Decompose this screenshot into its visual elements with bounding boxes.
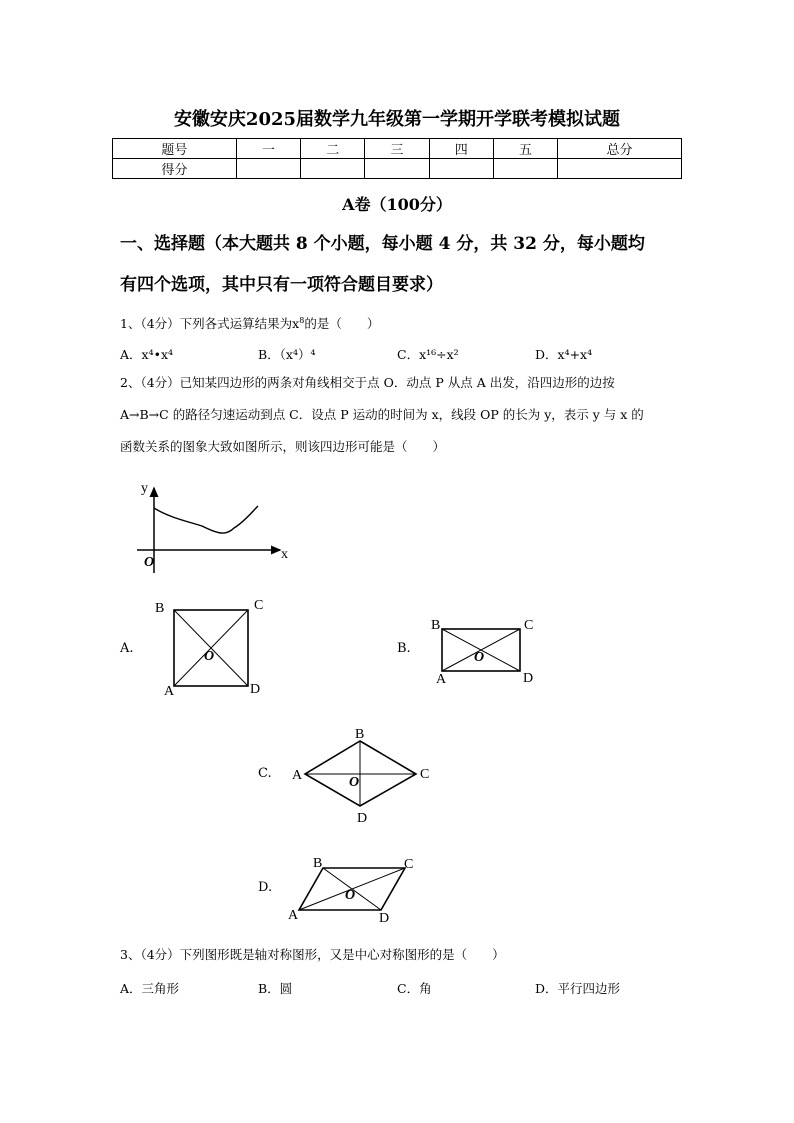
score-input-cell: [365, 159, 429, 179]
q3-option-b: B．圆: [258, 981, 293, 996]
vertex-d: D: [379, 911, 390, 926]
q3-option-d: D．平行四边形: [535, 981, 621, 996]
center-o: O: [474, 650, 485, 665]
table-cell: 得分: [113, 159, 237, 179]
vertex-a: A: [288, 908, 299, 923]
table-cell: 二: [301, 139, 365, 159]
vertex-b: B: [313, 856, 323, 871]
part-heading-line2: 有四个选项，其中只有一项符合题目要求）: [120, 275, 443, 295]
table-cell: 总分: [558, 139, 682, 159]
center-o: O: [345, 888, 356, 903]
vertex-a: A: [164, 684, 175, 699]
q1-option-b: B．（x⁴）⁴: [258, 347, 316, 362]
table-row: [113, 139, 682, 159]
q2-option-a-figure: [150, 592, 275, 702]
table-cell: 一: [236, 139, 300, 159]
vertex-c: C: [404, 857, 414, 872]
vertex-d: D: [523, 671, 534, 686]
table-cell: 题号: [113, 139, 237, 159]
center-o: O: [204, 649, 215, 664]
part-heading-line1: 一、选择题（本大题共 8 个小题，每小题 4 分，共 32 分，每小题均: [120, 234, 645, 254]
score-input-cell: [558, 159, 682, 179]
q3-option-a: A．三角形: [120, 981, 180, 996]
q1-text-suffix: 的是（ ）: [304, 316, 380, 332]
q1-option-d: D．x⁴+x⁴: [535, 347, 593, 362]
center-o: O: [349, 775, 360, 790]
vertex-d: D: [250, 682, 261, 697]
q1-text-prefix: 1、（4分）下列各式运算结果为x: [120, 316, 300, 332]
score-table: [112, 138, 682, 179]
q1-option-a: A．x⁴•x⁴: [120, 347, 174, 362]
q2-option-d-label: D.: [258, 880, 273, 895]
vertex-b: B: [155, 601, 165, 616]
vertex-a: A: [292, 768, 303, 783]
vertex-b: B: [431, 618, 441, 633]
vertex-a: A: [436, 672, 447, 687]
score-input-cell: [493, 159, 557, 179]
vertex-c: C: [420, 767, 430, 782]
vertex-c: C: [254, 598, 264, 613]
graph-x-label: x: [281, 547, 288, 562]
q1-text-sup: 8: [299, 316, 305, 325]
vertex-b: B: [355, 727, 365, 742]
q3-text: 3、（4分）下列图形既是轴对称图形，又是中心对称图形的是（ ）: [120, 947, 505, 962]
q2-line3: 函数关系的图象大致如图所示，则该四边形可能是（ ）: [120, 439, 446, 454]
q3-option-c: C．角: [397, 981, 432, 996]
q2-option-b-label: B.: [397, 641, 411, 656]
function-graph: [130, 478, 300, 578]
score-input-cell: [236, 159, 300, 179]
q2-option-c-label: C.: [258, 766, 272, 781]
function-curve: [154, 506, 258, 533]
q2-line2: A→B→C 的路径匀速运动到点 C．设点 P 运动的时间为 x，线段 OP 的长为 y，表示 y 与 x 的: [120, 407, 644, 422]
score-input-cell: [301, 159, 365, 179]
score-input-cell: [429, 159, 493, 179]
section-heading: A卷（100分）: [342, 195, 452, 214]
q1-option-c: C．x¹⁶÷x²: [397, 347, 459, 362]
question-1: [120, 305, 680, 340]
graph-origin-label: O: [144, 555, 155, 570]
q2-option-b-figure: [428, 612, 543, 690]
exam-title: 安徽安庆2025届数学九年级第一学期开学联考模拟试题: [173, 109, 621, 130]
q2-line1: 2、（4分）已知某四边形的两条对角线相交于点 O．动点 P 从点 A 出发，沿四边形的边按: [120, 375, 615, 390]
q2-option-c-figure: [290, 724, 440, 829]
graph-y-label: y: [141, 481, 148, 496]
table-cell: 五: [493, 139, 557, 159]
vertex-c: C: [524, 618, 534, 633]
table-cell: 四: [429, 139, 493, 159]
q2-option-a-label: A.: [120, 641, 134, 656]
q2-option-d-figure: [285, 852, 425, 932]
vertex-d: D: [357, 811, 368, 826]
table-cell: 三: [365, 139, 429, 159]
table-row: [113, 159, 682, 179]
